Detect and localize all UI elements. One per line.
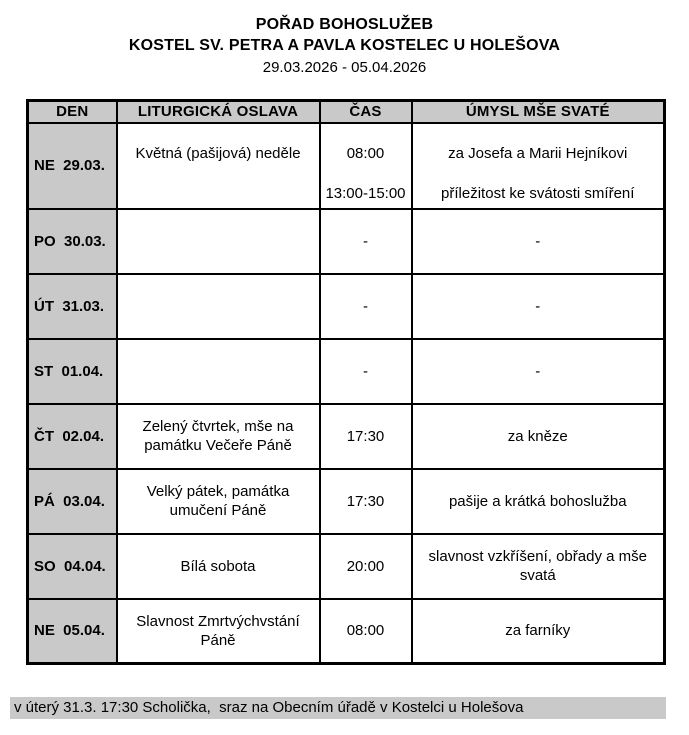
column-header-den: DEN	[28, 101, 117, 123]
day-cell: NE 05.04.	[28, 599, 117, 664]
intention-text: -	[535, 297, 541, 315]
time-afternoon: 13:00-15:00	[325, 184, 406, 202]
time-morning: 08:00	[346, 144, 385, 162]
celebration-text: Slavnost Zmrtvýchvstání Páně	[136, 612, 300, 649]
day-cell: NE 29.03.	[28, 123, 117, 209]
column-header-umysl: ÚMYSL MŠE SVATÉ	[412, 101, 665, 123]
table-row-ne-29-03	[28, 123, 665, 209]
celebration-text: Velký pátek, památka umučení Páně	[146, 483, 290, 519]
celebration-cell	[117, 469, 320, 534]
column-header-liturgicka-oslava: LITURGICKÁ OSLAVA	[117, 101, 320, 123]
time-cell	[320, 209, 412, 274]
page-title: POŘAD BOHOSLUŽEB	[255, 16, 434, 33]
time-cell	[320, 274, 412, 339]
intention-afternoon: příležitost ke svátosti smíření	[441, 184, 635, 202]
date-range: 29.03.2026 - 05.04.2026	[262, 59, 427, 76]
intention-cell	[412, 339, 665, 404]
celebration-cell	[117, 534, 320, 599]
time-text: 08:00	[346, 622, 385, 640]
time-cell	[320, 534, 412, 599]
time-cell	[320, 599, 412, 664]
time-text: 17:30	[346, 492, 385, 510]
intention-cell	[412, 534, 665, 599]
day-cell: ÚT 31.03.	[28, 274, 117, 339]
time-cell	[320, 469, 412, 534]
celebration-cell	[117, 123, 320, 209]
intention-text: -	[535, 362, 541, 380]
time-text: -	[363, 297, 368, 315]
intention-cell	[412, 469, 665, 534]
day-cell: PÁ 03.04.	[28, 469, 117, 534]
celebration-text	[118, 239, 319, 243]
celebration-cell	[117, 274, 320, 339]
table-row-ut-31-03	[28, 274, 665, 339]
intention-text: za farníky	[505, 622, 571, 640]
intention-text: -	[535, 232, 541, 250]
celebration-text: Bílá sobota	[180, 557, 256, 575]
table-row-po-30-03	[28, 209, 665, 274]
schedule-table	[26, 99, 666, 665]
intention-text: slavnost vzkříšení, obřady a mše svatá	[428, 548, 647, 584]
celebration-text: Zelený čtvrtek, mše na památku Večeře Páně	[142, 418, 294, 454]
table-row-st-01-04	[28, 339, 665, 404]
intention-morning: za Josefa a Marii Hejníkovi	[448, 144, 628, 162]
time-text: -	[363, 362, 368, 380]
intention-cell	[412, 404, 665, 469]
table-row-pa-03-04	[28, 469, 665, 534]
table-row-ct-02-04	[28, 404, 665, 469]
column-header-cas: ČAS	[320, 101, 412, 123]
intention-cell	[412, 274, 665, 339]
intention-cell	[412, 599, 665, 664]
celebration-text	[118, 369, 319, 373]
time-text: 20:00	[346, 557, 385, 575]
time-cell	[320, 123, 412, 209]
footer-note: v úterý 31.3. 17:30 Scholička, sraz na Obecním úřadě v Kostelci u Holešova	[10, 697, 666, 719]
time-text: -	[363, 232, 368, 250]
time-cell	[320, 339, 412, 404]
intention-text: za kněze	[507, 427, 568, 445]
table-row-ne-05-04	[28, 599, 665, 664]
celebration-cell	[117, 209, 320, 274]
celebration-cell	[117, 599, 320, 664]
document-header	[0, 0, 689, 78]
day-cell: PO 30.03.	[28, 209, 117, 274]
time-text: 17:30	[346, 427, 385, 445]
celebration-text: Květná (pašijová) neděle	[135, 144, 301, 162]
day-cell: ČT 02.04.	[28, 404, 117, 469]
day-cell: ST 01.04.	[28, 339, 117, 404]
intention-cell	[412, 123, 665, 209]
intention-text: pašije a krátká bohoslužba	[448, 492, 627, 510]
table-row-so-04-04	[28, 534, 665, 599]
time-cell	[320, 404, 412, 469]
celebration-cell	[117, 339, 320, 404]
celebration-text	[118, 304, 319, 308]
table-header-row	[28, 101, 665, 123]
intention-cell	[412, 209, 665, 274]
celebration-cell	[117, 404, 320, 469]
day-cell: SO 04.04.	[28, 534, 117, 599]
page-subtitle: KOSTEL SV. PETRA A PAVLA KOSTELEC U HOLEŠOVA	[128, 37, 561, 54]
